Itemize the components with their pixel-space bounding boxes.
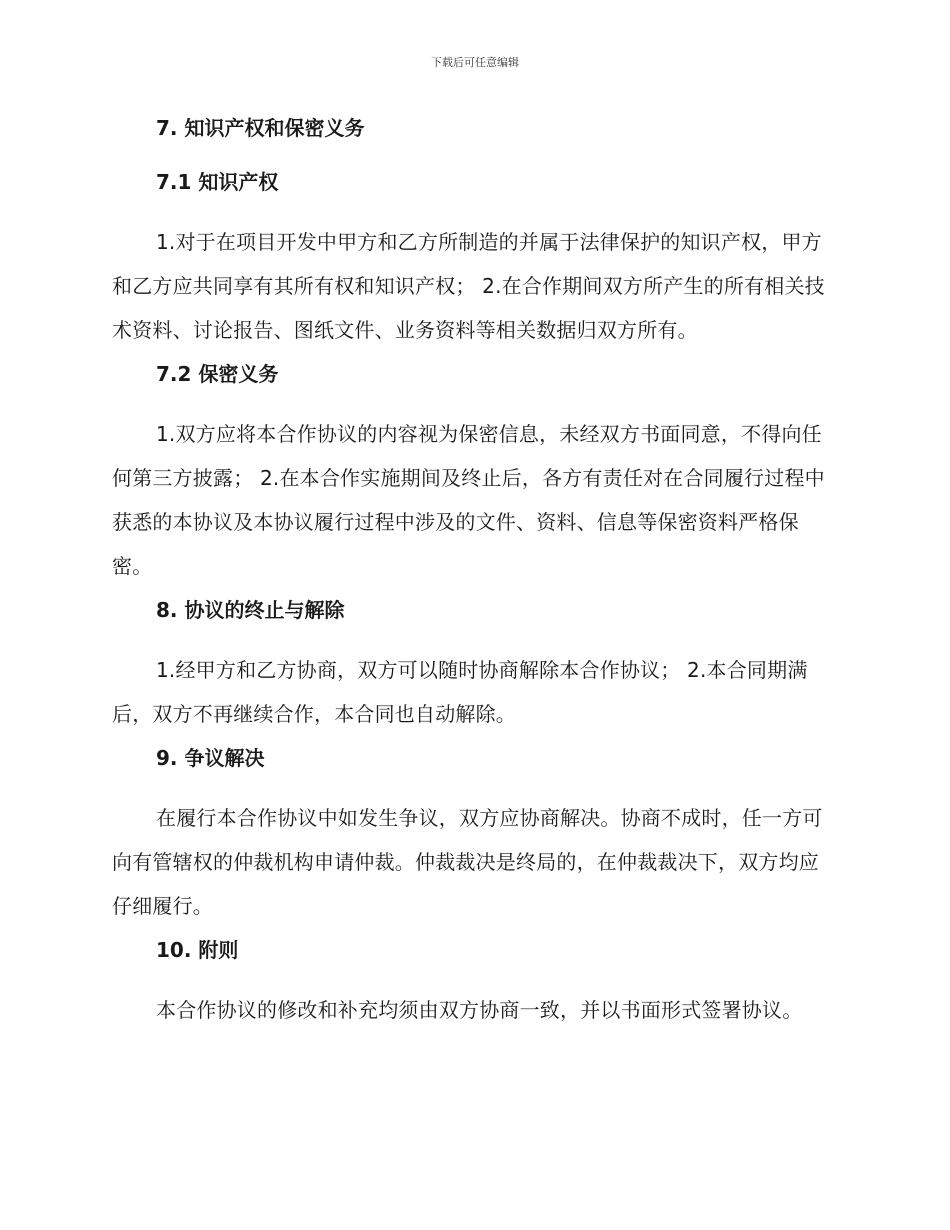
header-note: 下载后可任意编辑 <box>431 56 519 69</box>
section-7-1-paragraph: 1.对于在项目开发中甲方和乙方所制造的并属于法律保护的知识产权，甲方和乙方应共同享有其所有权和知识产权； 2.在合作期间双方所产生的所有相关技术资料、讨论报告、图纸文件、业务资料等相关数据归双方所有。 <box>112 230 825 342</box>
section-8-heading: 8. 协议的终止与解除 <box>156 598 345 622</box>
section-9-heading: 9. 争议解决 <box>156 746 265 770</box>
section-8-paragraph: 1.经甲方和乙方协商，双方可以随时协商解除本合作协议； 2.本合同期满后，双方不再继续合作，本合同也自动解除。 <box>112 658 808 726</box>
section-7-2-heading: 7.2 保密义务 <box>156 362 279 386</box>
section-7-2-paragraph: 1.双方应将本合作协议的内容视为保密信息，未经双方书面同意，不得向任何第三方披露； 2.在本合作实施期间及终止后，各方有责任对在合同履行过程中获悉的本协议及本协议履行过程中涉及的文件、资料、信息等保密资料严格保密。 <box>112 422 825 578</box>
section-10-heading: 10. 附则 <box>156 938 239 962</box>
document-body <box>112 112 834 1038</box>
section-7-1-heading: 7.1 知识产权 <box>156 170 279 194</box>
section-10-paragraph: 本合作协议的修改和补充均须由双方协商一致，并以书面形式签署协议。 <box>156 998 803 1022</box>
section-7-heading: 7. 知识产权和保密义务 <box>156 116 365 140</box>
section-9-paragraph: 在履行本合作协议中如发生争议，双方应协商解决。协商不成时，任一方可向有管辖权的仲裁机构申请仲裁。仲裁裁决是终局的，在仲裁裁决下，双方均应仔细履行。 <box>112 806 823 918</box>
